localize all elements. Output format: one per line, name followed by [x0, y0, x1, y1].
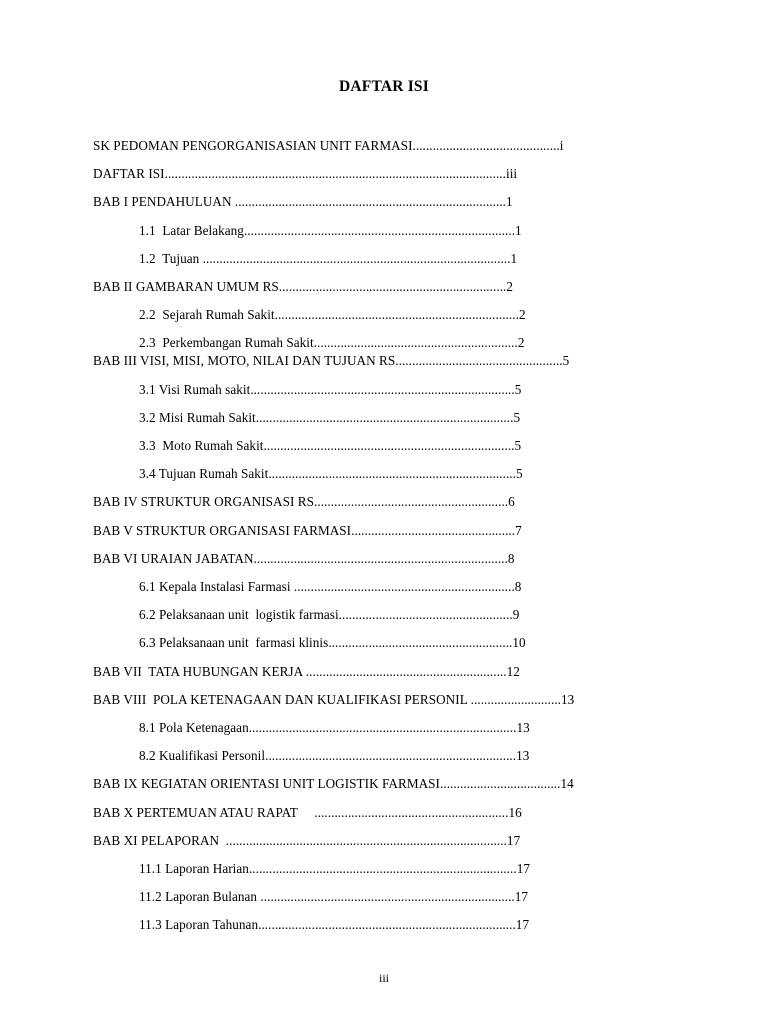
toc-subentry: 6.2 Pelaksanaan unit logistik farmasi....................................................9	[139, 607, 520, 622]
toc-subentry: 3.3 Moto Rumah Sakit...........................................................................5	[139, 438, 522, 453]
toc-entry: BAB VII TATA HUBUNGAN KERJA ............................................................12	[93, 664, 520, 679]
toc-entry: BAB II GAMBARAN UMUM RS....................................................................2	[93, 279, 514, 294]
page-title: DAFTAR ISI	[339, 78, 429, 95]
toc-subentry: 11.3 Laporan Tahunan.............................................................................17	[139, 917, 530, 932]
toc-subentry: 3.2 Misi Rumah Sakit.............................................................................5	[139, 410, 521, 425]
toc-subentry: 1.2 Tujuan ............................................................................................1	[139, 251, 518, 266]
toc-entry: BAB I PENDAHULUAN .................................................................................1	[93, 194, 513, 209]
toc-subentry: 1.1 Latar Belakang.................................................................................1	[139, 223, 522, 238]
toc-entry: BAB XI PELAPORAN ....................................................................................17	[93, 833, 521, 848]
toc-subentry: 11.2 Laporan Bulanan ............................................................................17	[139, 889, 529, 904]
toc-entry: BAB X PERTEMUAN ATAU RAPAT ..........................................................16	[93, 805, 522, 820]
toc-subentry: 8.2 Kualifikasi Personil...........................................................................13	[139, 748, 530, 763]
page-number: iii	[378, 971, 389, 985]
toc-entry: SK PEDOMAN PENGORGANISASIAN UNIT FARMASI............................................i	[93, 138, 564, 153]
toc-entry: DAFTAR ISI......................................................................................................iii	[93, 166, 518, 181]
toc-subentry: 3.4 Tujuan Rumah Sakit..........................................................................5	[139, 466, 523, 481]
toc-entry: BAB V STRUKTUR ORGANISASI FARMASI.................................................7	[93, 523, 522, 538]
toc-subentry: 2.2 Sejarah Rumah Sakit.........................................................................2	[139, 307, 526, 322]
toc-subentry: 3.1 Visi Rumah sakit...............................................................................5	[139, 382, 522, 397]
toc-entry: BAB VI URAIAN JABATAN............................................................................8	[93, 551, 515, 566]
toc-entry: BAB IV STRUKTUR ORGANISASI RS..........................................................6	[93, 494, 515, 509]
toc-subentry: 8.1 Pola Ketenagaan................................................................................13	[139, 720, 530, 735]
toc-subentry: 11.1 Laporan Harian................................................................................17	[139, 861, 530, 876]
toc-subentry: 2.3 Perkembangan Rumah Sakit.............................................................2	[139, 335, 525, 350]
toc-entry: BAB III VISI, MISI, MOTO, NILAI DAN TUJUAN RS..................................................5	[93, 353, 570, 368]
toc-subentry: 6.1 Kepala Instalasi Farmasi ..................................................................8	[139, 579, 522, 594]
toc-subentry: 6.3 Pelaksanaan unit farmasi klinis.......................................................10	[139, 635, 526, 650]
toc-entry: BAB IX KEGIATAN ORIENTASI UNIT LOGISTIK FARMASI....................................14	[93, 776, 574, 791]
toc-entry: BAB VIII POLA KETENAGAAN DAN KUALIFIKASI PERSONIL ...........................13	[93, 692, 575, 707]
